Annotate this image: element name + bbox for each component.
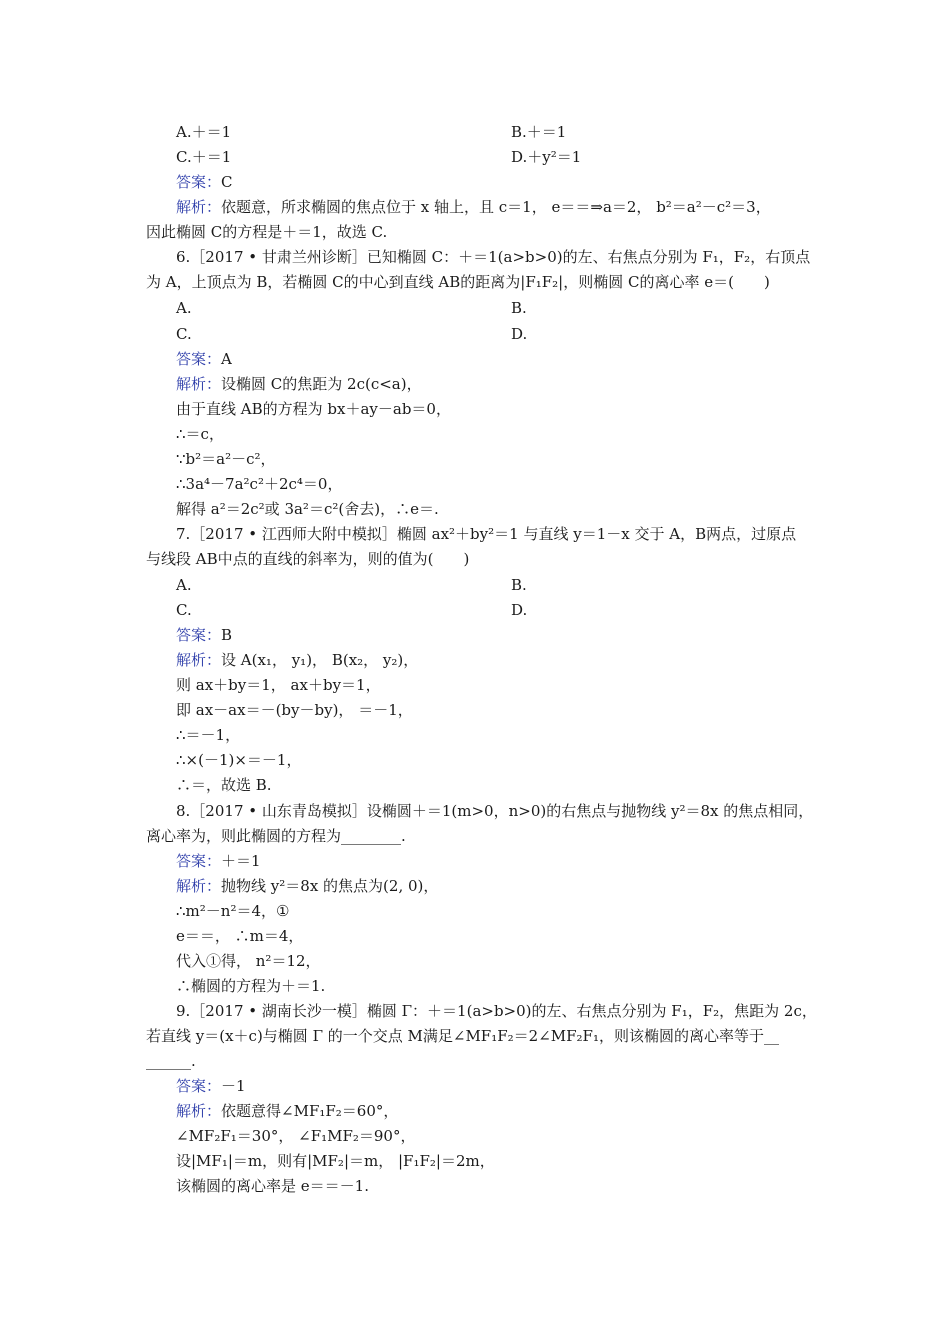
q8-analysis-line: ∴椭圆的方程为＋＝1. [176, 977, 326, 995]
q6-option-b: B. [511, 299, 527, 317]
q9-stem: ______. [146, 1052, 196, 1070]
analysis-label: 解析： [176, 375, 222, 393]
q9-analysis-line: ∠MF₂F₁＝30°， ∠F₁MF₂＝90°， [176, 1127, 416, 1145]
q6-analysis-line: ∵b²＝a²－c²， [176, 450, 276, 468]
q7-answer [176, 625, 232, 647]
q6-option-a: A. [176, 299, 192, 317]
answer-value: －1 [221, 1077, 246, 1095]
answer-value: A [221, 350, 232, 368]
q9-analysis-line: 解析：依题意得∠MF₁F₂＝60°， [176, 1102, 399, 1120]
analysis-label: 解析： [176, 198, 222, 216]
q7-stem: 与线段 AB中点的直线的斜率为，则的值为( ) [146, 550, 470, 568]
q6-option-c: C. [176, 325, 192, 343]
answer-label: 答案： [176, 626, 222, 644]
q5-answer [176, 172, 233, 194]
analysis-label: 解析： [176, 877, 222, 895]
q7-analysis-line: 即 ax－ax＝－(by－by)， ＝－1， [176, 701, 413, 719]
q8-analysis-line: 解析：抛物线 y²＝8x 的焦点为(2, 0)， [176, 877, 439, 895]
q5-analysis-line: 因此椭圆 C的方程是＋＝1，故选 C. [146, 223, 388, 241]
q9-analysis-line: 该椭圆的离心率是 e＝＝－1. [176, 1177, 369, 1195]
q6-analysis-line: 解得 a²＝2c²或 3a²＝c²(舍去)，∴e＝. [176, 500, 439, 518]
q6-analysis-line: ∴3a⁴－7a²c²＋2c⁴＝0， [176, 475, 343, 493]
q6-stem: 6.［2017 • 甘肃兰州诊断］已知椭圆 C：＋＝1(a>b>0)的左、右焦点分别为 F₁，F₂，右顶点 [176, 248, 811, 266]
q5-option-a: A.＋＝1 [176, 123, 232, 141]
q7-analysis-line: ∴＝－1， [176, 726, 241, 744]
q7-analysis-line: ∴＝，故选 B. [176, 776, 272, 794]
q5-option-c: C.＋＝1 [176, 148, 232, 166]
q6-analysis-line: ∴＝c， [176, 425, 224, 443]
q6-answer [176, 349, 232, 371]
q9-stem: 9.［2017 • 湖南长沙一模］椭圆 Γ：＋＝1(a>b>0)的左、右焦点分别为 F₁，F₂，焦距为 2c， [176, 1002, 817, 1020]
q8-stem: 8.［2017 • 山东青岛模拟］设椭圆＋＝1(m>0，n>0)的右焦点与抛物线 y²＝8x 的焦点相同， [176, 802, 814, 820]
q8-analysis-line: ∴m²－n²＝4，① [176, 902, 290, 920]
q8-analysis-line: 代入①得， n²＝12， [176, 952, 321, 970]
analysis-label: 解析： [176, 651, 222, 669]
answer-label: 答案： [176, 173, 222, 191]
analysis-label: 解析： [176, 1102, 222, 1120]
q6-analysis-line: 解析：设椭圆 C的焦距为 2c(c<a)， [176, 375, 422, 393]
q8-answer [176, 851, 261, 873]
q9-analysis-line: 设|MF₁|＝m，则有|MF₂|＝m， |F₁F₂|＝2m， [176, 1152, 495, 1170]
q9-stem: 若直线 y＝(x＋c)与椭圆 Γ 的一个交点 M满足∠MF₁F₂＝2∠MF₂F₁，则该椭圆的离心率等于__ [146, 1027, 779, 1045]
q9-answer [176, 1076, 246, 1098]
q5-analysis-line: 解析：依题意，所求椭圆的焦点位于 x 轴上，且 c＝1， e＝＝⇒a＝2， b²＝a²－c²＝3， [176, 198, 771, 216]
answer-label: 答案： [176, 1077, 222, 1095]
answer-label: 答案： [176, 852, 222, 870]
q5-option-b: B.＋＝1 [511, 123, 567, 141]
q7-option-b: B. [511, 576, 527, 594]
q6-stem: 为 A，上顶点为 B，若椭圆 C的中心到直线 AB的距离为|F₁F₂|，则椭圆 C的离心率 e＝( ) [146, 273, 770, 291]
q7-stem: 7.［2017 • 江西师大附中模拟］椭圆 ax²＋by²＝1 与直线 y＝1－x 交于 A，B两点，过原点 [176, 525, 797, 543]
answer-value: B [221, 626, 233, 644]
q6-option-d: D. [511, 325, 528, 343]
q5-option-d: D.＋y²＝1 [511, 148, 582, 166]
answer-value: ＋＝1 [221, 852, 261, 870]
q7-option-d: D. [511, 601, 528, 619]
q7-analysis-line: 解析：设 A(x₁， y₁)， B(x₂， y₂)， [176, 651, 419, 669]
q7-analysis-line: 则 ax＋by＝1， ax＋by＝1， [176, 676, 381, 694]
answer-label: 答案： [176, 350, 222, 368]
q8-stem: 离心率为，则此椭圆的方程为________. [146, 827, 406, 845]
q7-option-a: A. [176, 576, 192, 594]
q6-analysis-line: 由于直线 AB的方程为 bx＋ay－ab＝0， [176, 400, 451, 418]
q7-option-c: C. [176, 601, 192, 619]
answer-value: C [221, 173, 233, 191]
q8-analysis-line: e＝＝， ∴m＝4， [176, 927, 304, 945]
q7-analysis-line: ∴×(－1)×＝－1， [176, 751, 302, 769]
